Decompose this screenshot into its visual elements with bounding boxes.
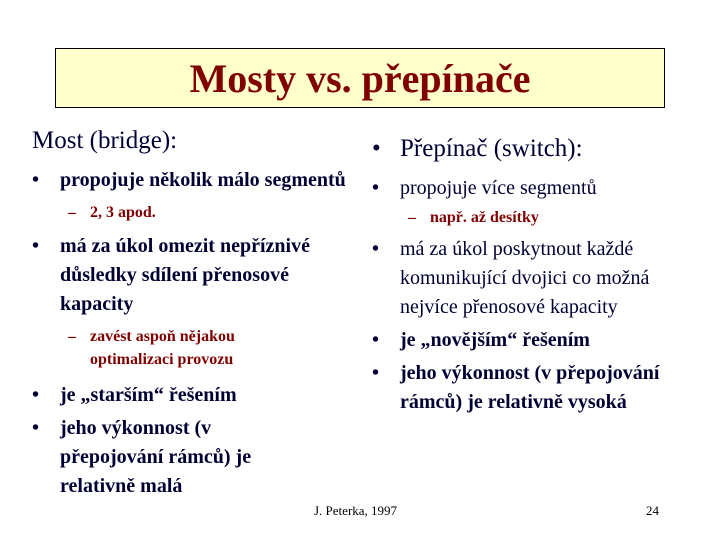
right-sub-1 [408,206,712,229]
dash-marker: – [68,328,76,345]
left-item-1 [32,166,362,195]
left-item-4 [32,414,302,501]
bullet-marker: • [372,329,380,351]
bullet-marker: • [32,169,40,191]
right-heading [372,134,712,164]
right-item-4 [372,359,662,417]
left-column [32,126,362,501]
bullet-marker: • [372,238,380,260]
bullet-marker: • [372,177,380,199]
right-item-2-text: má za úkol poskytnout každé komunikující dvojici co možná nejvíce přenosové kapacity [400,238,650,318]
right-sub-1-text: např. až desítky [430,209,539,226]
right-item-4-text: jeho výkonnost (v přepojování rámců) je relativně vysoká [400,362,660,413]
slide-title: Mosty vs. přepínače [189,55,531,101]
left-item-3-text: je „starším“ řešením [60,384,237,406]
bullet-marker: • [32,417,40,439]
right-heading-text: Přepínač (switch): [400,135,583,162]
left-item-2 [32,232,362,319]
right-column [372,134,712,417]
bullet-marker: • [32,384,40,406]
footer-author: J. Peterka, 1997 [314,503,398,518]
left-sub-2 [68,325,298,371]
left-heading: Most (bridge): [32,127,178,154]
left-sub-1-text: 2, 3 apod. [90,204,156,221]
left-item-1-text: propojuje několik málo segmentů [60,169,346,191]
left-item-4-text: jeho výkonnost (v přepojování rámců) je relativně malá [60,417,252,497]
left-item-3 [32,381,362,410]
bullet-marker: • [32,235,40,257]
dash-marker: – [68,204,76,221]
right-item-1-text: propojuje více segmentů [400,177,597,199]
right-item-1 [372,174,712,203]
bullet-marker: • [372,362,380,384]
right-item-2 [372,235,672,322]
left-sub-2-text: zavést aspoň nějakou optimalizaci provozu [90,328,235,368]
left-sub-1 [68,201,362,224]
right-item-3 [372,326,712,355]
bullet-marker: • [372,135,381,162]
footer-page-number: 24 [646,503,659,518]
dash-marker: – [408,209,416,226]
right-item-3-text: je „novějším“ řešením [400,329,590,351]
left-item-2-text: má za úkol omezit nepříznivé důsledky sdílení přenosové kapacity [60,235,310,315]
title-box [55,48,665,108]
